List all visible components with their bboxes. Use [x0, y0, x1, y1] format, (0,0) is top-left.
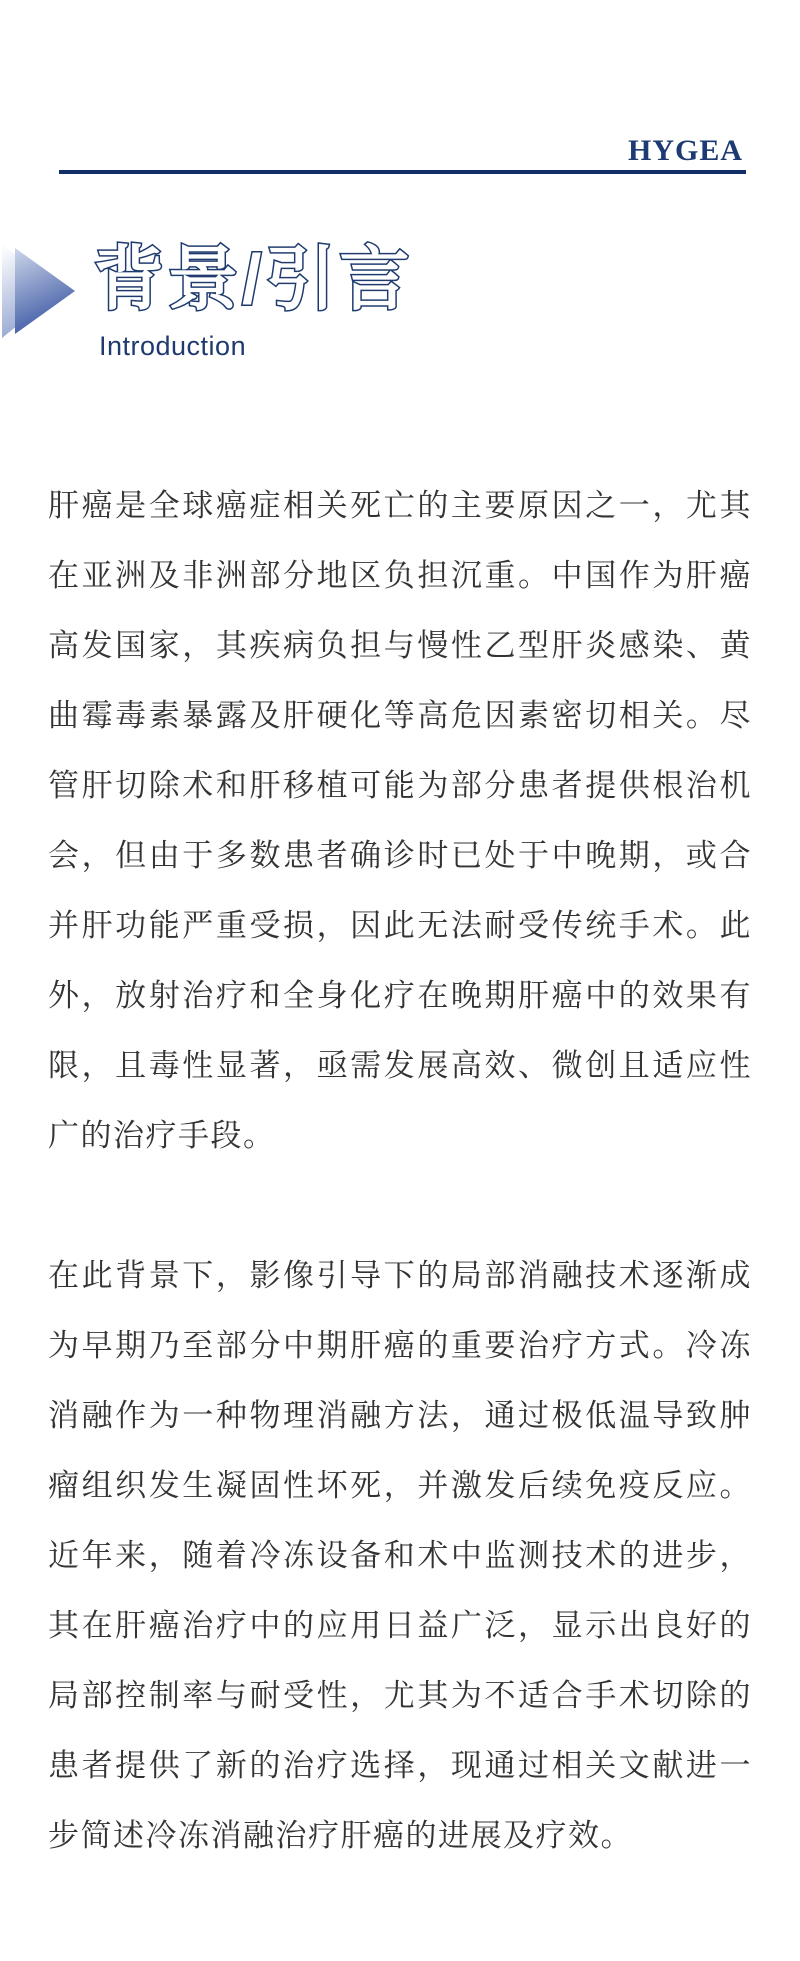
article-body: [48, 471, 752, 1871]
paragraph-intro-1: 肝癌是全球癌症相关死亡的主要原因之一，尤其在亚洲及非洲部分地区负担沉重。中国作为肝癌高发国家，其疾病负担与慢性乙型肝炎感染、黄曲霉毒素暴露及肝硬化等高危因素密切相关。尽管肝切除术和肝移植可能为部分患者提供根治机会，但由于多数患者确诊时已处于中晚期，或合并肝功能严重受损，因此无法耐受传统手术。此外，放射治疗和全身化疗在晚期肝癌中的效果有限，且毒性显著，亟需发展高效、微创且适应性广的治疗手段。: [48, 488, 752, 1153]
paragraph-intro-2: 在此背景下，影像引导下的局部消融技术逐渐成为早期乃至部分中期肝癌的重要治疗方式。冷冻消融作为一种物理消融方法，通过极低温导致肿瘤组织发生凝固性坏死，并激发后续免疫反应。近年来，随着冷冻设备和术中监测技术的进步，其在肝癌治疗中的应用日益广泛，显示出良好的局部控制率与耐受性，尤其为不适合手术切除的患者提供了新的治疗选择，现通过相关文献进一步简述冷冻消融治疗肝癌的进展及疗效。: [48, 1258, 752, 1853]
section-title: 背景/引言: [94, 240, 414, 318]
chevron-right-icon: [0, 244, 80, 338]
section-subtitle: Introduction: [99, 331, 247, 361]
chevron-front-triangle: [15, 248, 75, 334]
brand-logo: HYGEA: [627, 134, 743, 167]
header-divider: [59, 170, 746, 174]
